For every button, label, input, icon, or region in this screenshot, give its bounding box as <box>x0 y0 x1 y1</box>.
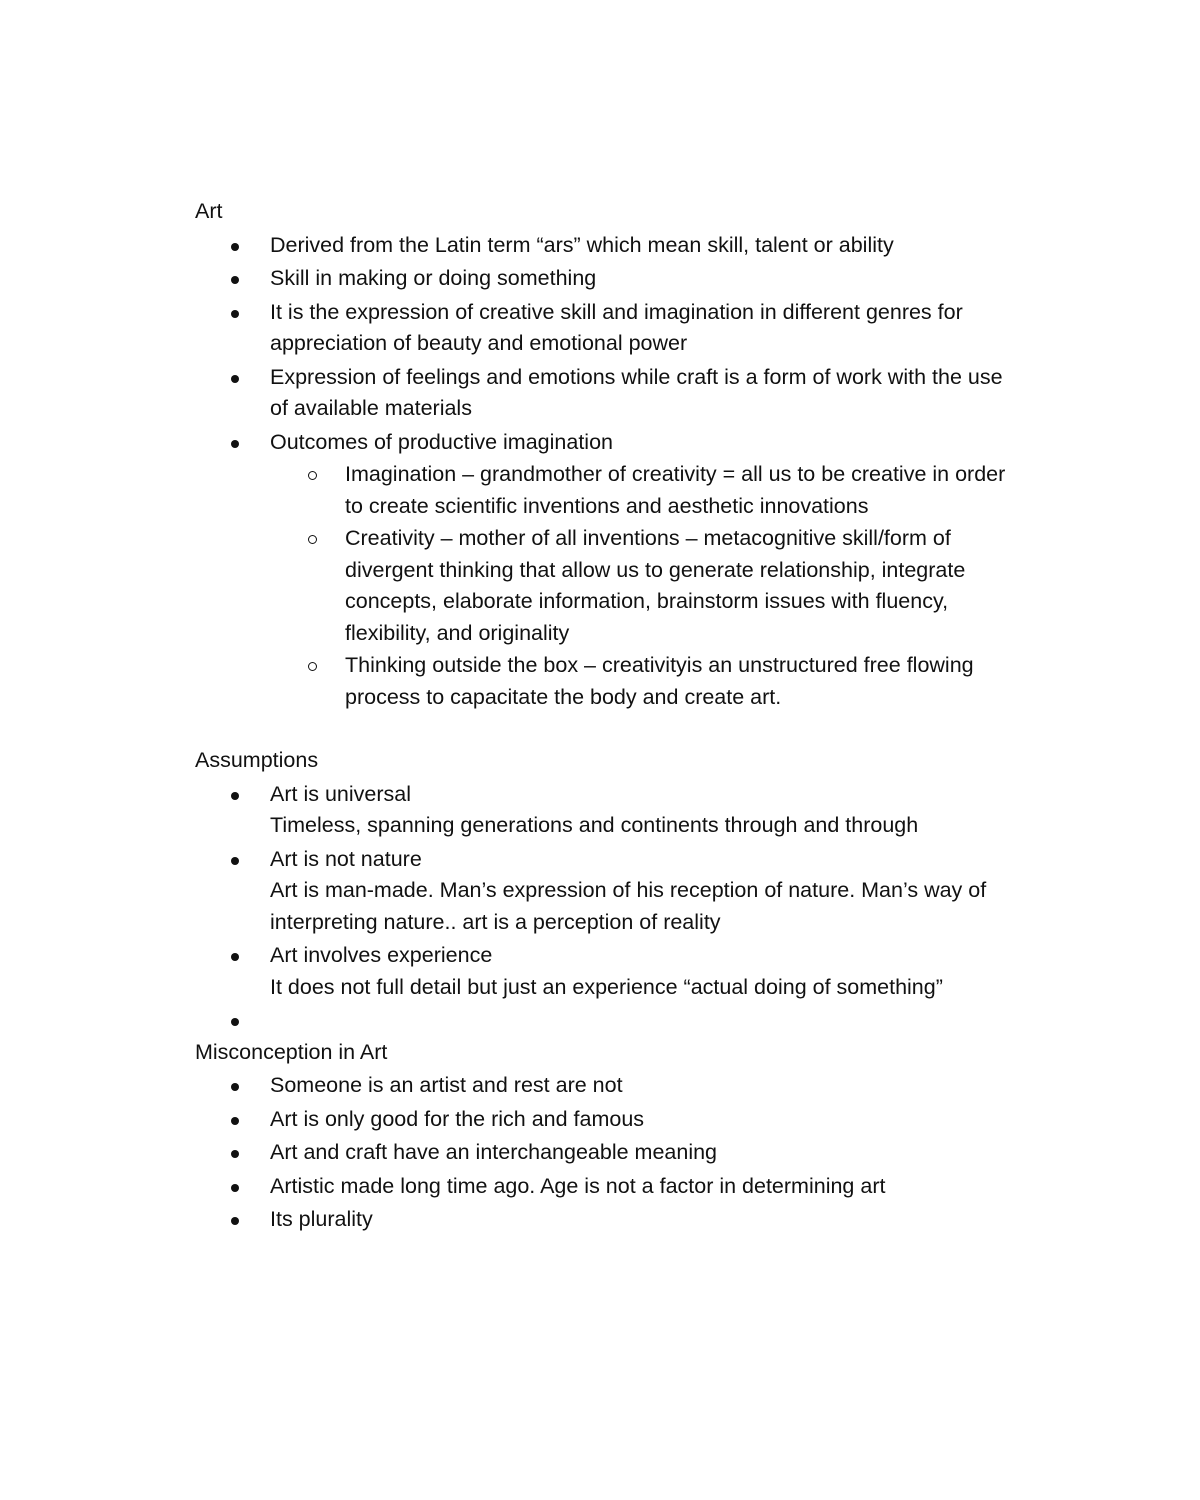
list-item <box>195 427 1015 714</box>
list-item <box>195 230 1015 262</box>
bullet-icon <box>231 243 239 251</box>
list-item <box>195 1204 1015 1236</box>
list-item-text: Art is only good for the rich and famous <box>270 1106 645 1131</box>
circle-bullet-icon <box>308 471 317 480</box>
list-item-text: Artistic made long time ago. Age is not a factor in determining art <box>270 1173 886 1198</box>
list-item <box>195 844 1015 939</box>
sub-list-item <box>195 650 1015 713</box>
list-item <box>195 779 1015 842</box>
bullet-icon <box>231 1117 239 1125</box>
sub-list <box>270 459 1015 713</box>
list-item <box>195 1137 1015 1169</box>
section-heading: Assumptions <box>195 748 319 772</box>
bullet-icon <box>231 857 239 865</box>
circle-bullet-icon <box>308 535 317 544</box>
circle-bullet-icon <box>308 662 317 671</box>
list-item-text: Skill in making or doing something <box>270 266 597 290</box>
list-item-text: Expression of feelings and emotions while craft is a form of work with the use of available materials <box>270 364 1003 420</box>
list-item-detail: Timeless, spanning generations and continents through and through <box>270 813 919 837</box>
list-item-text: Art involves experience <box>270 943 493 967</box>
bullet-icon <box>231 1018 239 1026</box>
bullet-list <box>195 1070 1015 1236</box>
list-item <box>195 1104 1015 1136</box>
sub-list-item <box>195 459 1015 522</box>
list-item-text: Art is not nature <box>270 846 422 871</box>
list-item-text: Someone is an artist and rest are not <box>270 1073 623 1097</box>
bullet-list <box>195 230 1015 714</box>
section-heading: Art <box>195 199 223 223</box>
list-item <box>195 362 1015 425</box>
bullet-icon <box>231 1083 239 1091</box>
bullet-icon <box>231 1150 239 1158</box>
section-assumptions <box>195 745 1015 1037</box>
list-item-detail: Art is man-made. Man’s expression of his reception of nature. Man’s way of interpreting nature.. art is a perception of reality <box>270 878 987 934</box>
section-misconception <box>195 1037 1015 1236</box>
sub-list-item <box>195 523 1015 649</box>
bullet-icon <box>231 310 239 318</box>
bullet-icon <box>231 1217 239 1225</box>
bullet-icon <box>231 440 239 448</box>
document-content <box>195 196 1015 1236</box>
bullet-icon <box>231 1184 239 1192</box>
list-item <box>195 1070 1015 1102</box>
bullet-list <box>195 779 1015 1037</box>
spacer <box>195 713 1015 745</box>
list-item-text: Derived from the Latin term “ars” which mean skill, talent or ability <box>270 232 894 257</box>
bullet-icon <box>231 276 239 284</box>
list-item <box>195 297 1015 360</box>
bullet-icon <box>231 375 239 383</box>
list-item-text: Outcomes of productive imagination <box>270 429 613 454</box>
section-art <box>195 196 1015 713</box>
list-item-text: Art is universal <box>270 781 411 806</box>
list-item <box>195 940 1015 1003</box>
list-item <box>195 263 1015 295</box>
list-item <box>195 1171 1015 1203</box>
list-item-detail: It does not full detail but just an experience “actual doing of something” <box>270 974 943 999</box>
list-item-text: Art and craft have an interchangeable meaning <box>270 1140 718 1164</box>
bullet-icon <box>231 792 239 800</box>
list-item-text: Its plurality <box>270 1207 373 1231</box>
section-heading: Misconception in Art <box>195 1039 388 1064</box>
list-item-empty <box>195 1005 1015 1037</box>
sub-list-item-text: Imagination – grandmother of creativity = all us to be creative in order to create scientific inventions and aesthetic innovations <box>345 462 1006 518</box>
sub-list-item-text: Creativity – mother of all inventions – metacognitive skill/form of divergent thinking that allow us to generate relationship, integrate concepts, elaborate information, brainstorm issues with fluency, flexibility, and originality <box>345 526 966 645</box>
bullet-icon <box>231 953 239 961</box>
sub-list-item-text: Thinking outside the box – creativityis an unstructured free flowing process to capacitate the body and create art. <box>345 653 974 709</box>
list-item-text: It is the expression of creative skill and imagination in different genres for appreciation of beauty and emotional power <box>270 299 963 355</box>
